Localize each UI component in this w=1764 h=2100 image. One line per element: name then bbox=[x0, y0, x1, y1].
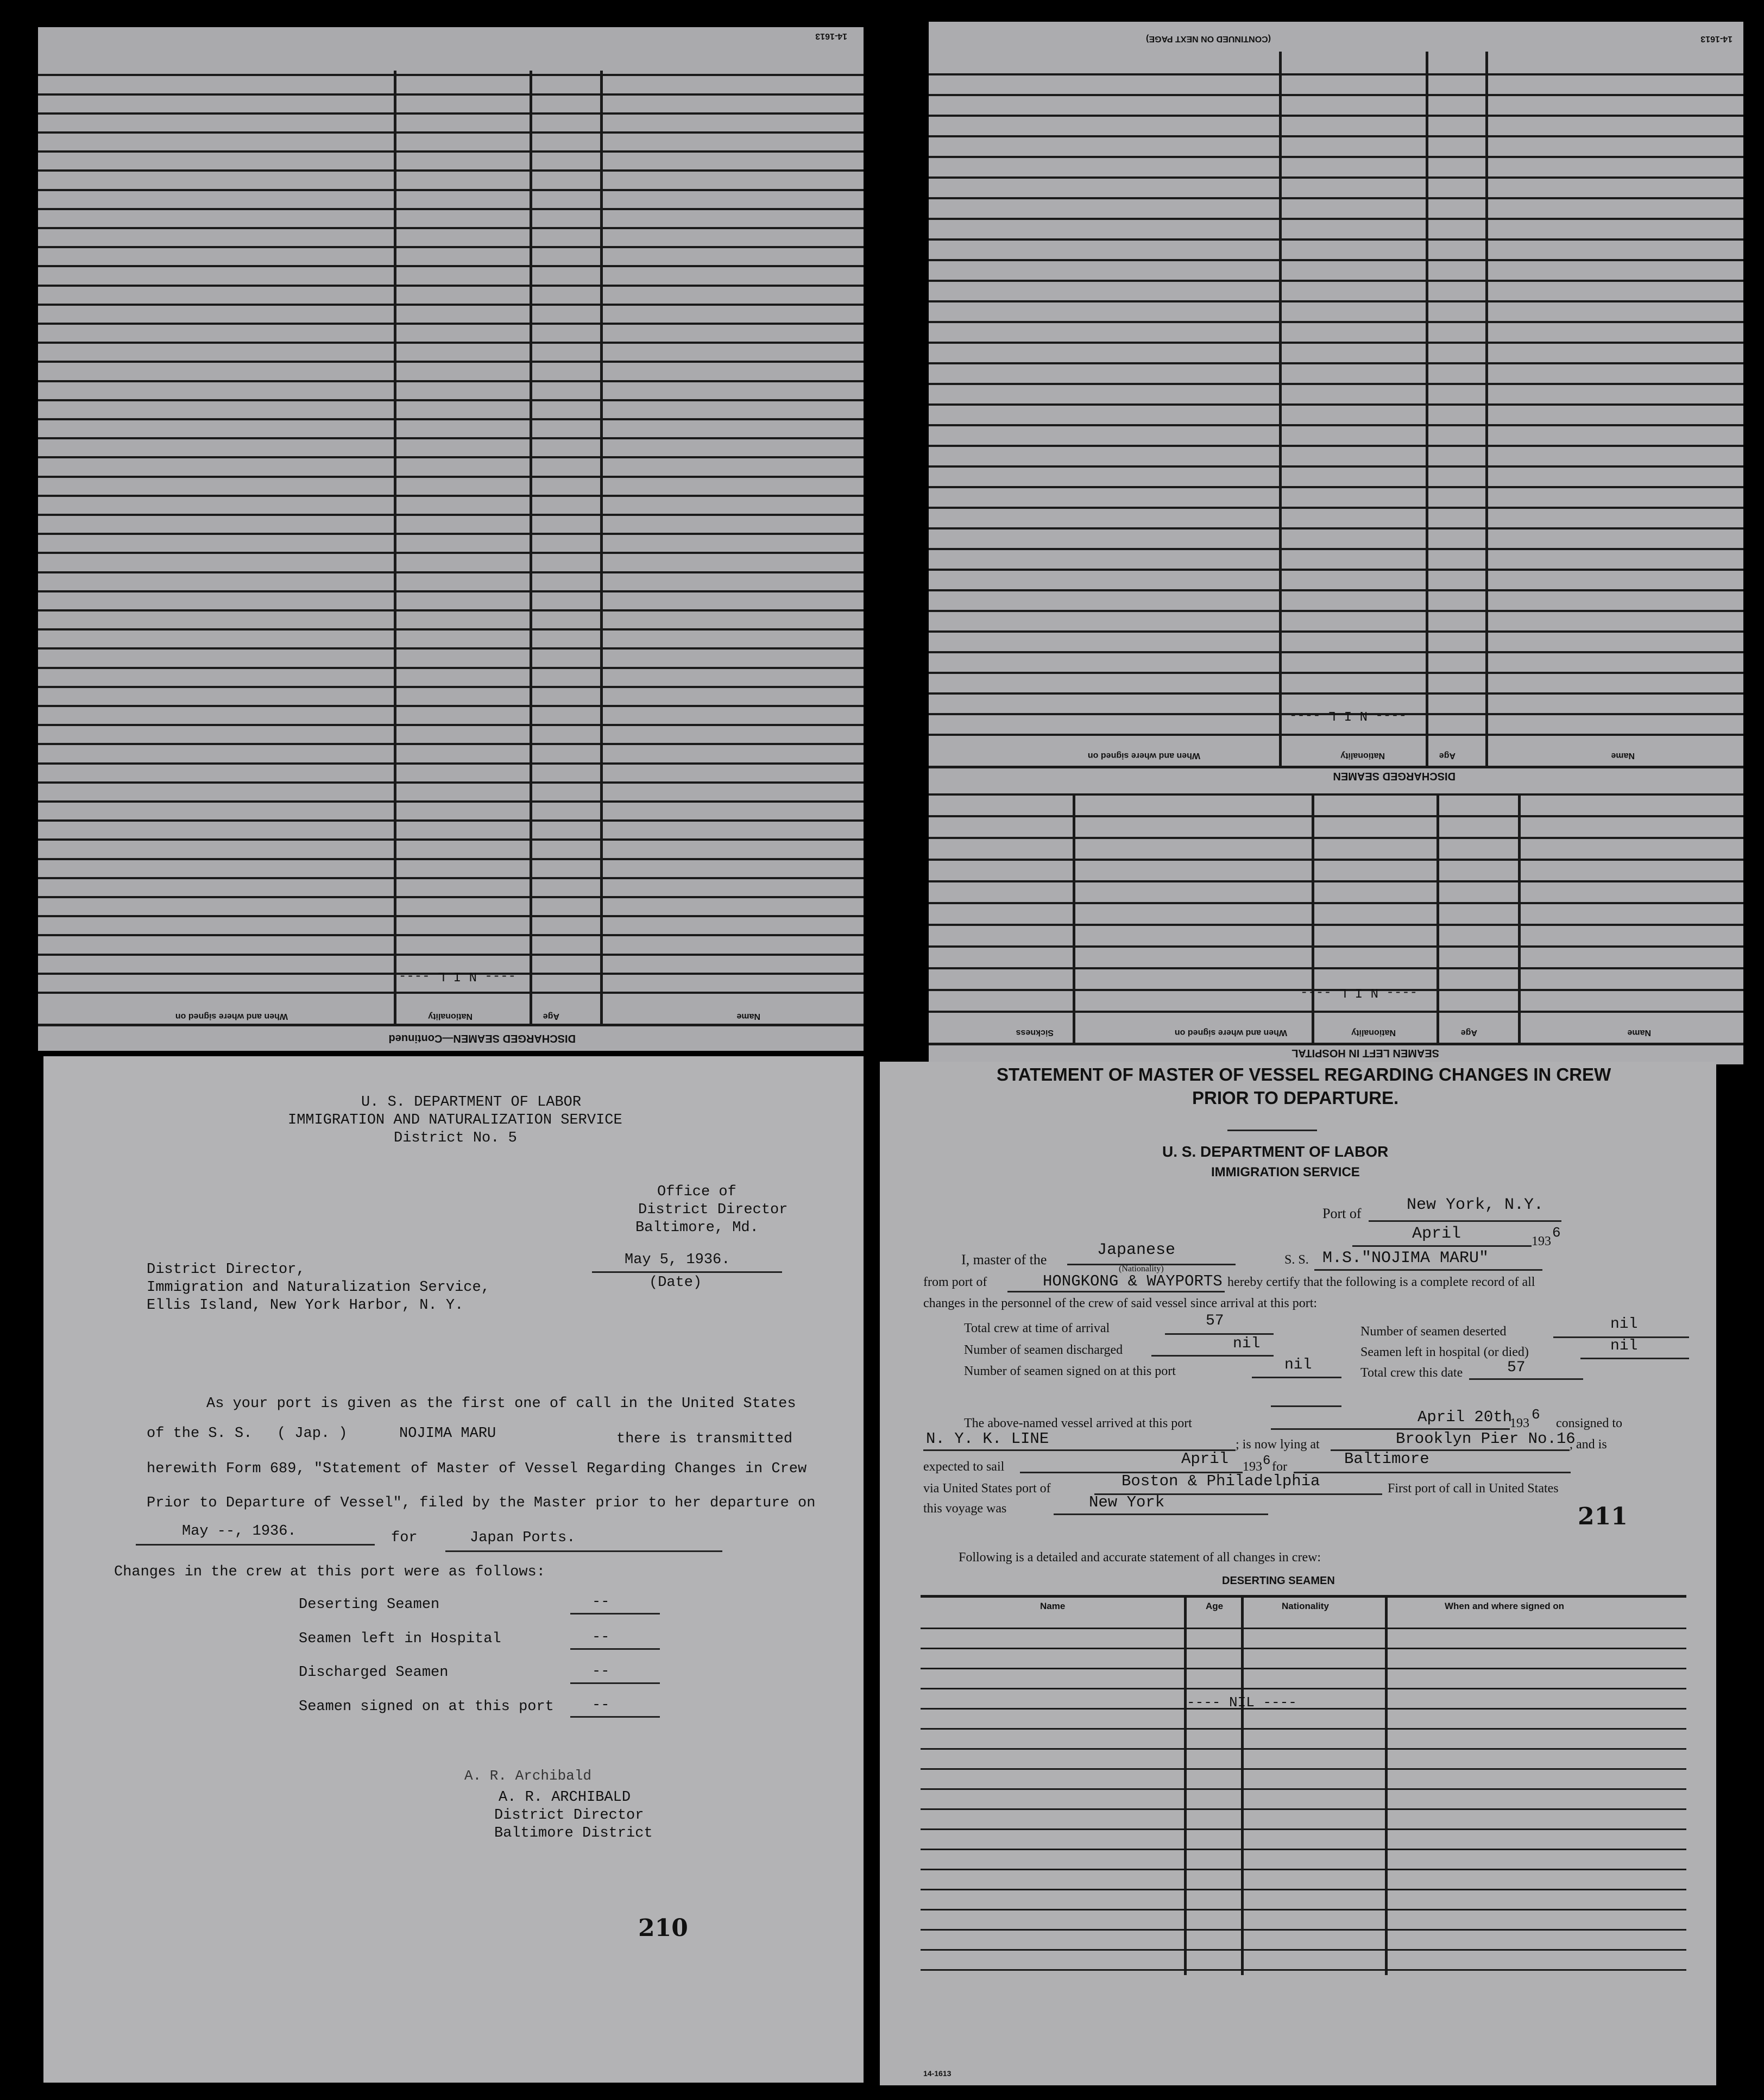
ruled-line bbox=[38, 380, 864, 382]
dis-col-name: Name bbox=[1611, 751, 1635, 760]
stat-signed-on-label: Number of seamen signed on at this port bbox=[964, 1364, 1176, 1378]
letter-dept: U. S. DEPARTMENT OF LABOR bbox=[361, 1094, 582, 1111]
ruled-line bbox=[38, 858, 864, 860]
ruled-line bbox=[38, 571, 864, 573]
change-value-hospital: -- bbox=[592, 1629, 610, 1645]
ruled-line bbox=[929, 383, 1743, 385]
change-label-discharged: Discharged Seamen bbox=[299, 1664, 449, 1681]
signature: A. R. Archibald bbox=[464, 1768, 592, 1784]
destination: Japan Ports. bbox=[470, 1530, 576, 1546]
letter-service: IMMIGRATION AND NATURALIZATION SERVICE bbox=[288, 1112, 622, 1128]
pier: Brooklyn Pier No.16 bbox=[1396, 1430, 1576, 1448]
ruled-line bbox=[38, 838, 864, 841]
sail-for-label: for bbox=[1272, 1460, 1287, 1474]
master-label: I, master of the bbox=[961, 1252, 1047, 1267]
ruled-line bbox=[38, 246, 864, 248]
arrived-label: The above-named vessel arrived at this port bbox=[964, 1416, 1192, 1430]
ruled-line bbox=[929, 1011, 1743, 1013]
certify-text-2: changes in the personnel of the crew of said vessel since arrival at this port: bbox=[923, 1296, 1318, 1310]
ruled-line bbox=[929, 73, 1743, 75]
vessel-name: M.S."NOJIMA MARU" bbox=[1322, 1249, 1489, 1267]
via-label: via United States port of bbox=[923, 1481, 1051, 1496]
nationality-value: Japanese bbox=[1097, 1241, 1176, 1259]
top-right-form bbox=[929, 22, 1743, 1064]
section-title: DISCHARGED SEAMEN—Continued bbox=[388, 1032, 576, 1044]
ruled-line bbox=[38, 456, 864, 458]
ruled-line bbox=[38, 418, 864, 420]
ruled-line bbox=[921, 1628, 1686, 1629]
ruled-line bbox=[38, 647, 864, 649]
departure-date: May --, 1936. bbox=[182, 1523, 297, 1540]
following-text: Following is a detailed and accurate statement of all changes in crew: bbox=[959, 1550, 1321, 1565]
form-number-bottom: 14-1613 bbox=[923, 2069, 952, 2078]
ruled-line bbox=[38, 112, 864, 115]
ruled-line bbox=[921, 1748, 1686, 1750]
ruled-line bbox=[38, 819, 864, 822]
ruled-line bbox=[921, 1668, 1686, 1669]
ruled-line bbox=[38, 781, 864, 784]
ruled-line bbox=[38, 169, 864, 172]
ruled-line bbox=[929, 815, 1743, 817]
addressee-2: Immigration and Naturalization Service, bbox=[147, 1279, 490, 1296]
para-line-1: As your port is given as the first one of call in the United States bbox=[206, 1396, 796, 1412]
ruled-line bbox=[929, 445, 1743, 447]
ruled-line bbox=[38, 399, 864, 401]
deserting-table bbox=[921, 1595, 1686, 1978]
des-col-age: Age bbox=[1206, 1601, 1224, 1611]
change-value-discharged: -- bbox=[592, 1663, 610, 1680]
hosp-col-age: Age bbox=[1460, 1028, 1477, 1037]
form-number-right: 14-1613 bbox=[1700, 34, 1732, 43]
ruled-line bbox=[929, 672, 1743, 674]
for-label: for bbox=[391, 1530, 418, 1546]
hosp-col-sickness: Sickness bbox=[1016, 1028, 1054, 1037]
signer-district: Baltimore District bbox=[494, 1825, 653, 1842]
statement-title-2: PRIOR TO DEPARTURE. bbox=[1192, 1088, 1399, 1108]
ruled-line bbox=[38, 590, 864, 592]
ruled-line bbox=[921, 1648, 1686, 1649]
ruled-line bbox=[929, 902, 1743, 904]
ruled-line bbox=[921, 1768, 1686, 1770]
arrived-date: April 20th bbox=[1418, 1408, 1513, 1426]
ruled-line bbox=[38, 93, 864, 96]
sail-year: 193 bbox=[1243, 1460, 1262, 1474]
ruled-line bbox=[921, 1708, 1686, 1710]
sail-month: April bbox=[1181, 1450, 1229, 1468]
ruled-line bbox=[929, 342, 1743, 344]
para-line-2-start: of the S. S. bbox=[147, 1426, 253, 1442]
first-port: New York bbox=[1089, 1493, 1165, 1511]
page-number-210: 210 bbox=[638, 1914, 688, 1942]
ruled-line bbox=[929, 176, 1743, 179]
stat-deserted-value: nil bbox=[1610, 1316, 1638, 1333]
change-value-signed-on: -- bbox=[592, 1697, 610, 1713]
stat-discharged-value: nil bbox=[1233, 1335, 1261, 1352]
ruled-line bbox=[38, 533, 864, 535]
ruled-line bbox=[929, 300, 1743, 302]
from-port: HONGKONG & WAYPORTS bbox=[1043, 1272, 1223, 1290]
hospital-title: SEAMEN LEFT IN HOSPITAL bbox=[1292, 1047, 1439, 1059]
ruled-line bbox=[929, 135, 1743, 137]
consignee: N. Y. K. LINE bbox=[926, 1430, 1049, 1448]
ruled-line bbox=[921, 1889, 1686, 1890]
ruled-line bbox=[921, 1808, 1686, 1810]
ruled-line bbox=[929, 548, 1743, 550]
ruled-line bbox=[38, 896, 864, 898]
ruled-line bbox=[921, 1909, 1686, 1910]
ruled-line bbox=[929, 486, 1743, 488]
letter-district: District No. 5 bbox=[394, 1130, 517, 1146]
statement-title-1: STATEMENT OF MASTER OF VESSEL REGARDING CHANGES IN CREW bbox=[997, 1064, 1611, 1084]
addressee-3: Ellis Island, New York Harbor, N. Y. bbox=[147, 1297, 464, 1314]
ruled-line bbox=[929, 967, 1743, 969]
ruled-line bbox=[929, 945, 1743, 948]
stat-signed-on-value: nil bbox=[1284, 1357, 1312, 1373]
ruled-line bbox=[929, 859, 1743, 861]
hosp-col-name: Name bbox=[1627, 1028, 1651, 1037]
dis-col-nationality: Nationality bbox=[1340, 751, 1385, 760]
arrived-year: 193 bbox=[1510, 1416, 1529, 1430]
port-label: Port of bbox=[1322, 1206, 1362, 1221]
ruled-line bbox=[929, 610, 1743, 612]
consigned-label: consigned to bbox=[1556, 1416, 1622, 1430]
ruled-line bbox=[921, 1728, 1686, 1730]
statement-form bbox=[880, 1062, 1716, 2085]
ruled-line bbox=[38, 877, 864, 879]
deserting-title: DESERTING SEAMEN bbox=[1222, 1575, 1335, 1587]
des-col-nationality: Nationality bbox=[1282, 1601, 1329, 1611]
first-port-label: First port of call in United States bbox=[1388, 1481, 1559, 1496]
ruled-line bbox=[38, 227, 864, 229]
ruled-line bbox=[921, 1849, 1686, 1850]
ruled-line bbox=[38, 954, 864, 956]
date-caption: (Date) bbox=[649, 1275, 702, 1291]
lying-label: ; is now lying at bbox=[1236, 1437, 1320, 1452]
para-line-4: Prior to Departure of Vessel", filed by the Master prior to her departure on bbox=[147, 1495, 816, 1511]
letter-date: May 5, 1936. bbox=[625, 1252, 730, 1268]
para-line-3: herewith Form 689, "Statement of Master of Vessel Regarding Changes in Crew bbox=[147, 1461, 807, 1477]
ruled-line bbox=[921, 1688, 1686, 1689]
col-age-header: Age bbox=[543, 1012, 559, 1021]
ruled-line bbox=[929, 651, 1743, 653]
ruled-line bbox=[38, 265, 864, 267]
ruled-line bbox=[929, 465, 1743, 468]
ruled-line bbox=[929, 362, 1743, 364]
stat-total-date-label: Total crew this date bbox=[1360, 1366, 1463, 1380]
para-line-2-nat: ( Jap. ) bbox=[277, 1426, 348, 1442]
ruled-line bbox=[929, 403, 1743, 406]
change-label-signed-on: Seamen signed on at this port bbox=[299, 1699, 554, 1715]
stat-hospital-value: nil bbox=[1610, 1338, 1638, 1354]
dis-col-age: Age bbox=[1439, 751, 1456, 760]
ruled-line bbox=[929, 569, 1743, 571]
ruled-line bbox=[38, 762, 864, 765]
ruled-line bbox=[38, 724, 864, 726]
from-label: from port of bbox=[923, 1275, 987, 1289]
stat-deserted-label: Number of seamen deserted bbox=[1360, 1325, 1507, 1339]
ruled-line bbox=[38, 189, 864, 191]
ruled-line bbox=[921, 1969, 1686, 1971]
para-line-2-end: there is transmitted bbox=[616, 1431, 793, 1447]
ruled-line bbox=[929, 197, 1743, 199]
signer-name: A. R. ARCHIBALD bbox=[499, 1789, 631, 1806]
stat-total-date-value: 57 bbox=[1507, 1359, 1526, 1376]
statement-dept: U. S. DEPARTMENT OF LABOR bbox=[1162, 1143, 1389, 1160]
hosp-col-nationality: Nationality bbox=[1351, 1028, 1396, 1037]
ruled-line bbox=[38, 323, 864, 325]
statement-service: IMMIGRATION SERVICE bbox=[1211, 1165, 1360, 1180]
ruled-line bbox=[929, 589, 1743, 591]
ruled-line bbox=[929, 837, 1743, 839]
ruled-line bbox=[38, 992, 864, 994]
ruled-line bbox=[38, 934, 864, 936]
office-line-1: Office of bbox=[657, 1184, 736, 1200]
ruled-rows bbox=[38, 68, 864, 1026]
ruled-line bbox=[921, 1929, 1686, 1931]
ruled-line bbox=[38, 476, 864, 478]
and-is-label: , and is bbox=[1570, 1437, 1607, 1452]
ruled-line bbox=[38, 437, 864, 439]
ruled-line bbox=[38, 74, 864, 76]
certify-text: hereby certify that the following is a complete record of all bbox=[1227, 1275, 1535, 1289]
ruled-line bbox=[929, 321, 1743, 323]
ruled-line bbox=[38, 667, 864, 669]
addressee-1: District Director, bbox=[147, 1262, 305, 1278]
ruled-line bbox=[38, 705, 864, 707]
ruled-line bbox=[929, 924, 1743, 926]
ruled-line bbox=[38, 495, 864, 497]
ruled-line bbox=[921, 1828, 1686, 1830]
ruled-line bbox=[929, 630, 1743, 633]
ruled-line bbox=[38, 285, 864, 287]
month-value: April bbox=[1412, 1225, 1461, 1243]
ruled-line bbox=[38, 208, 864, 210]
ruled-line bbox=[929, 507, 1743, 509]
dis-nil-entry: ---- N I L ---- bbox=[1289, 708, 1407, 722]
changes-intro: Changes in the crew at this port were as follows: bbox=[114, 1564, 545, 1580]
nil-entry: ---- N I L ---- bbox=[398, 968, 516, 983]
ruled-line bbox=[929, 156, 1743, 158]
stat-total-arrival-value: 57 bbox=[1206, 1313, 1224, 1329]
expected-label: expected to sail bbox=[923, 1460, 1005, 1474]
ruled-line bbox=[38, 552, 864, 554]
arrived-year-digit: 6 bbox=[1532, 1407, 1540, 1423]
change-value-deserting: -- bbox=[592, 1594, 610, 1610]
ruled-line bbox=[38, 686, 864, 688]
ruled-line bbox=[929, 793, 1743, 796]
letter-page bbox=[43, 1056, 864, 2083]
ruled-line bbox=[929, 692, 1743, 695]
stat-hospital-label: Seamen left in hospital (or died) bbox=[1360, 1345, 1529, 1359]
ruled-line bbox=[929, 880, 1743, 882]
dis-col-signed: When and where signed on bbox=[1087, 751, 1200, 760]
col-signed-header: When and where signed on bbox=[175, 1012, 288, 1021]
para-line-2-ship: NOJIMA MARU bbox=[399, 1426, 496, 1442]
office-line-3: Baltimore, Md. bbox=[635, 1220, 759, 1236]
ruled-line bbox=[929, 259, 1743, 261]
ruled-line bbox=[38, 361, 864, 363]
ruled-line bbox=[38, 131, 864, 134]
continued-note: (CONTINUED ON NEXT PAGE) bbox=[1146, 34, 1271, 43]
ruled-line bbox=[929, 94, 1743, 96]
ruled-line bbox=[929, 115, 1743, 117]
ruled-line bbox=[38, 342, 864, 344]
sail-year-digit: 6 bbox=[1263, 1454, 1271, 1468]
ruled-line bbox=[929, 280, 1743, 282]
via-ports: Boston & Philadelphia bbox=[1122, 1472, 1320, 1490]
des-col-name: Name bbox=[1040, 1601, 1066, 1611]
signer-title: District Director bbox=[494, 1807, 644, 1824]
ss-label: S. S. bbox=[1284, 1253, 1309, 1267]
ruled-line bbox=[921, 1869, 1686, 1870]
ruled-line bbox=[38, 915, 864, 917]
change-label-deserting: Deserting Seamen bbox=[299, 1597, 440, 1613]
ruled-line bbox=[38, 150, 864, 153]
discharged-title: DISCHARGED SEAMEN bbox=[1333, 770, 1456, 782]
ruled-line bbox=[38, 304, 864, 306]
sail-destination: Baltimore bbox=[1344, 1450, 1429, 1468]
change-label-hospital: Seamen left in Hospital bbox=[299, 1631, 501, 1647]
des-col-signed: When and where signed on bbox=[1445, 1601, 1565, 1611]
ruled-line bbox=[38, 743, 864, 745]
col-nationality-header: Nationality bbox=[428, 1012, 472, 1021]
ruled-line bbox=[38, 800, 864, 803]
ruled-line bbox=[38, 514, 864, 516]
form-number: 14-1613 bbox=[815, 31, 847, 41]
ruled-line bbox=[38, 628, 864, 630]
ruled-line bbox=[921, 1949, 1686, 1951]
stat-discharged-label: Number of seamen discharged bbox=[964, 1343, 1123, 1357]
ruled-line bbox=[929, 238, 1743, 241]
col-name-header: Name bbox=[736, 1012, 760, 1021]
stat-total-arrival-label: Total crew at time of arrival bbox=[964, 1321, 1110, 1335]
hosp-nil-entry: ---- N I L ---- bbox=[1300, 985, 1418, 999]
port-value: New York, N.Y. bbox=[1407, 1196, 1544, 1214]
hosp-col-signed: When and where signed on bbox=[1174, 1028, 1287, 1037]
ruled-line bbox=[929, 218, 1743, 220]
year-prefix: 193 bbox=[1532, 1234, 1551, 1248]
page-number-211: 211 bbox=[1578, 1503, 1628, 1530]
voyage-label: this voyage was bbox=[923, 1502, 1007, 1516]
ruled-line bbox=[929, 734, 1743, 736]
des-nil-entry: ---- NIL ---- bbox=[1187, 1694, 1297, 1711]
ruled-line bbox=[929, 424, 1743, 426]
year-digit: 6 bbox=[1552, 1225, 1561, 1241]
office-line-2: District Director bbox=[638, 1202, 788, 1218]
nationality-caption: (Nationality) bbox=[1119, 1264, 1164, 1273]
ruled-line bbox=[929, 527, 1743, 529]
ruled-line bbox=[38, 609, 864, 611]
ruled-line bbox=[921, 1788, 1686, 1790]
top-left-form bbox=[38, 27, 864, 1051]
